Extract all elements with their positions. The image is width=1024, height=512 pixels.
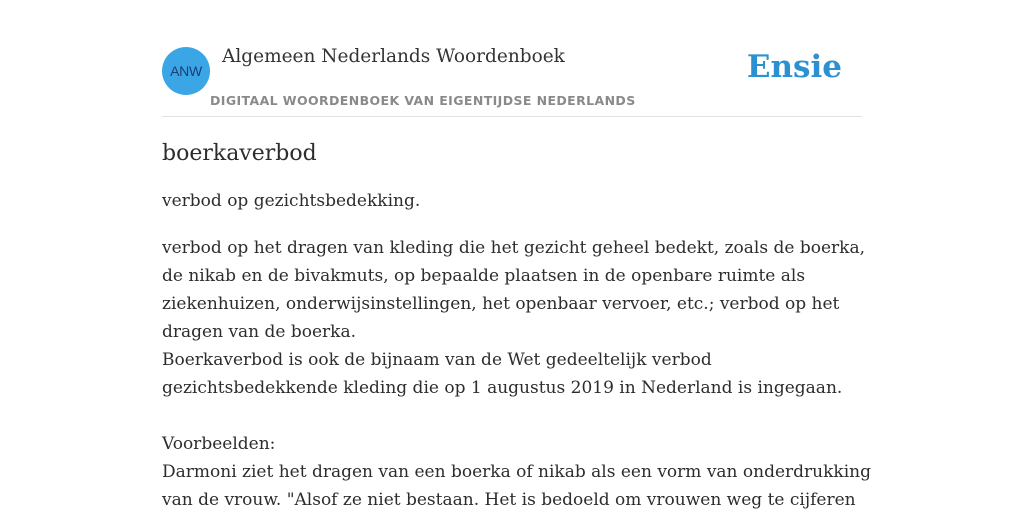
site-header [162, 44, 862, 117]
definition-line: verbod op het dragen van kleding die het gezicht geheel bedekt, zoals de boerka, [162, 238, 865, 258]
long-definition [162, 234, 871, 512]
site-title[interactable]: Algemeen Nederlands Woordenboek [222, 46, 565, 67]
anw-logo[interactable] [162, 47, 210, 95]
example-line: van de vrouw. "Alsof ze niet bestaan. Het is bedoeld om vrouwen weg te cijferen [162, 490, 856, 510]
example-line: Darmoni ziet het dragen van een boerka of nikab als een vorm van onderdrukking [162, 462, 871, 482]
note-line: gezichtsbedekkende kleding die op 1 augustus 2019 in Nederland is ingegaan. [162, 378, 843, 398]
definition-line: ziekenhuizen, onderwijsinstellingen, het openbaar vervoer, etc.; verbod op het [162, 294, 840, 314]
short-definition: verbod op gezichtsbedekking. [162, 191, 421, 211]
logo-text: ANW [170, 63, 202, 79]
site-subtitle: DIGITAAL WOORDENBOEK VAN EIGENTIJDSE NEDERLANDS [210, 93, 636, 108]
entry-content [162, 138, 871, 512]
ensie-brand-link[interactable]: Ensie [746, 49, 842, 85]
note-line: Boerkaverbod is ook de bijnaam van de Wet gedeeltelijk verbod [162, 350, 712, 370]
definition-line: dragen van de boerka. [162, 322, 357, 342]
examples-label: Voorbeelden: [162, 434, 276, 454]
entry-headword: boerkaverbod [162, 141, 317, 166]
spacer [162, 402, 864, 430]
definition-line: de nikab en de bivakmuts, op bepaalde plaatsen in de openbare ruimte als [162, 266, 806, 286]
